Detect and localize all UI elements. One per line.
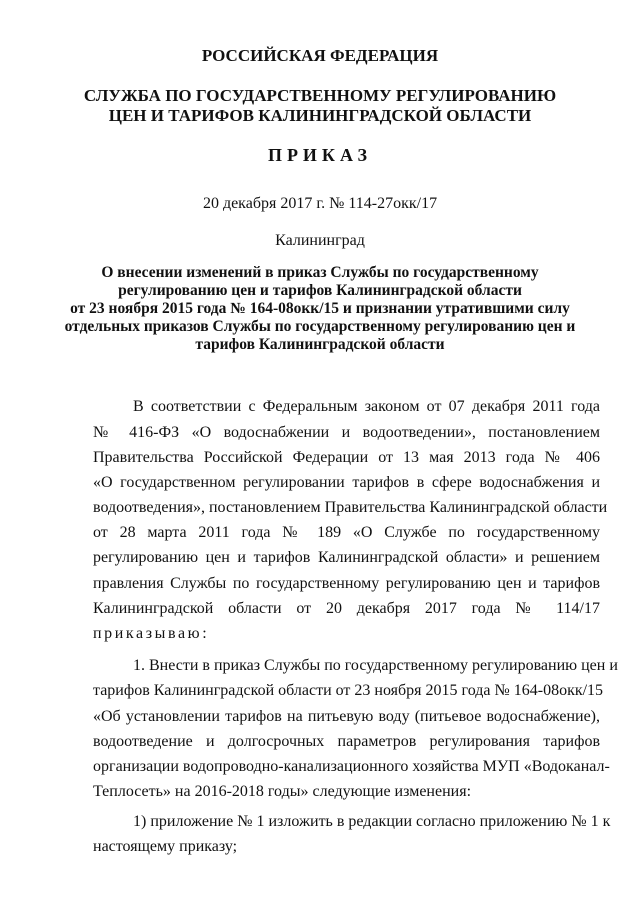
preamble-line: от 28 марта 2011 года № 189 «О Службе по государственному [93, 524, 600, 541]
item1-line: организации водопроводно-канализационного хозяйства МУП «Водоканал- [93, 758, 610, 775]
item1-1-line: настоящему приказу; [93, 838, 238, 855]
country-heading: РОССИЙСКАЯ ФЕДЕРАЦИЯ [201, 46, 439, 65]
date-number: 20 декабря 2017 г. № 114-27окк/17 [202, 195, 438, 212]
item1-line: водоотведение и долгосрочных параметров регулирования тарифов [93, 733, 600, 750]
preamble-line: В соответствии с Федеральным законом от 07 декабря 2011 года [133, 398, 600, 415]
title-line: отдельных приказов Службы по государственному регулированию цен и [64, 318, 576, 335]
title-line: от 23 ноября 2015 года № 164-08окк/15 и признании утратившими силу [70, 300, 570, 317]
preamble-line: правления Службы по государственному регулированию цен и тарифов [93, 575, 600, 592]
preamble-line: Калининградской области от 20 декабря 2017 года № 114/17 [93, 600, 600, 617]
item1-1-line: 1) приложение № 1 изложить в редакции согласно приложению № 1 к [133, 813, 611, 830]
order-word: приказываю: [93, 625, 210, 642]
city: Калининград [275, 232, 365, 249]
preamble-line: «О государственном регулировании тарифов в сфере водоснабжения и [93, 474, 600, 491]
doc-type-heading: ПРИКАЗ [267, 145, 373, 165]
item1-line: тарифов Калининградской области от 23 ноября 2015 года № 164-08окк/15 [93, 682, 604, 699]
item1-line: Теплосеть» на 2016-2018 годы» следующие изменения: [93, 783, 472, 800]
agency-heading-line2: ЦЕН И ТАРИФОВ КАЛИНИНГРАДСКОЙ ОБЛАСТИ [108, 106, 532, 125]
title-line: тарифов Калининградской области [195, 336, 445, 353]
preamble-line: регулированию цен и тарифов Калининградской области» и решением [93, 549, 600, 566]
item1-line: «Об установлении тарифов на питьевую воду (питьевое водоснабжение), [93, 708, 600, 725]
preamble-line: Правительства Российской Федерации от 13 мая 2013 года № 406 [93, 449, 600, 466]
preamble-line: водоотведения», постановлением Правительства Калининградской области [93, 499, 608, 516]
item1-line: 1. Внести в приказ Службы по государственному регулированию цен и [133, 657, 618, 674]
agency-heading-line1: СЛУЖБА ПО ГОСУДАРСТВЕННОМУ РЕГУЛИРОВАНИЮ [83, 86, 557, 105]
preamble-line: № 416-ФЗ «О водоснабжении и водоотведении», постановлением [93, 424, 600, 441]
title-line: О внесении изменений в приказ Службы по государственному [101, 264, 539, 281]
title-line: регулированию цен и тарифов Калининградской области [118, 282, 522, 299]
